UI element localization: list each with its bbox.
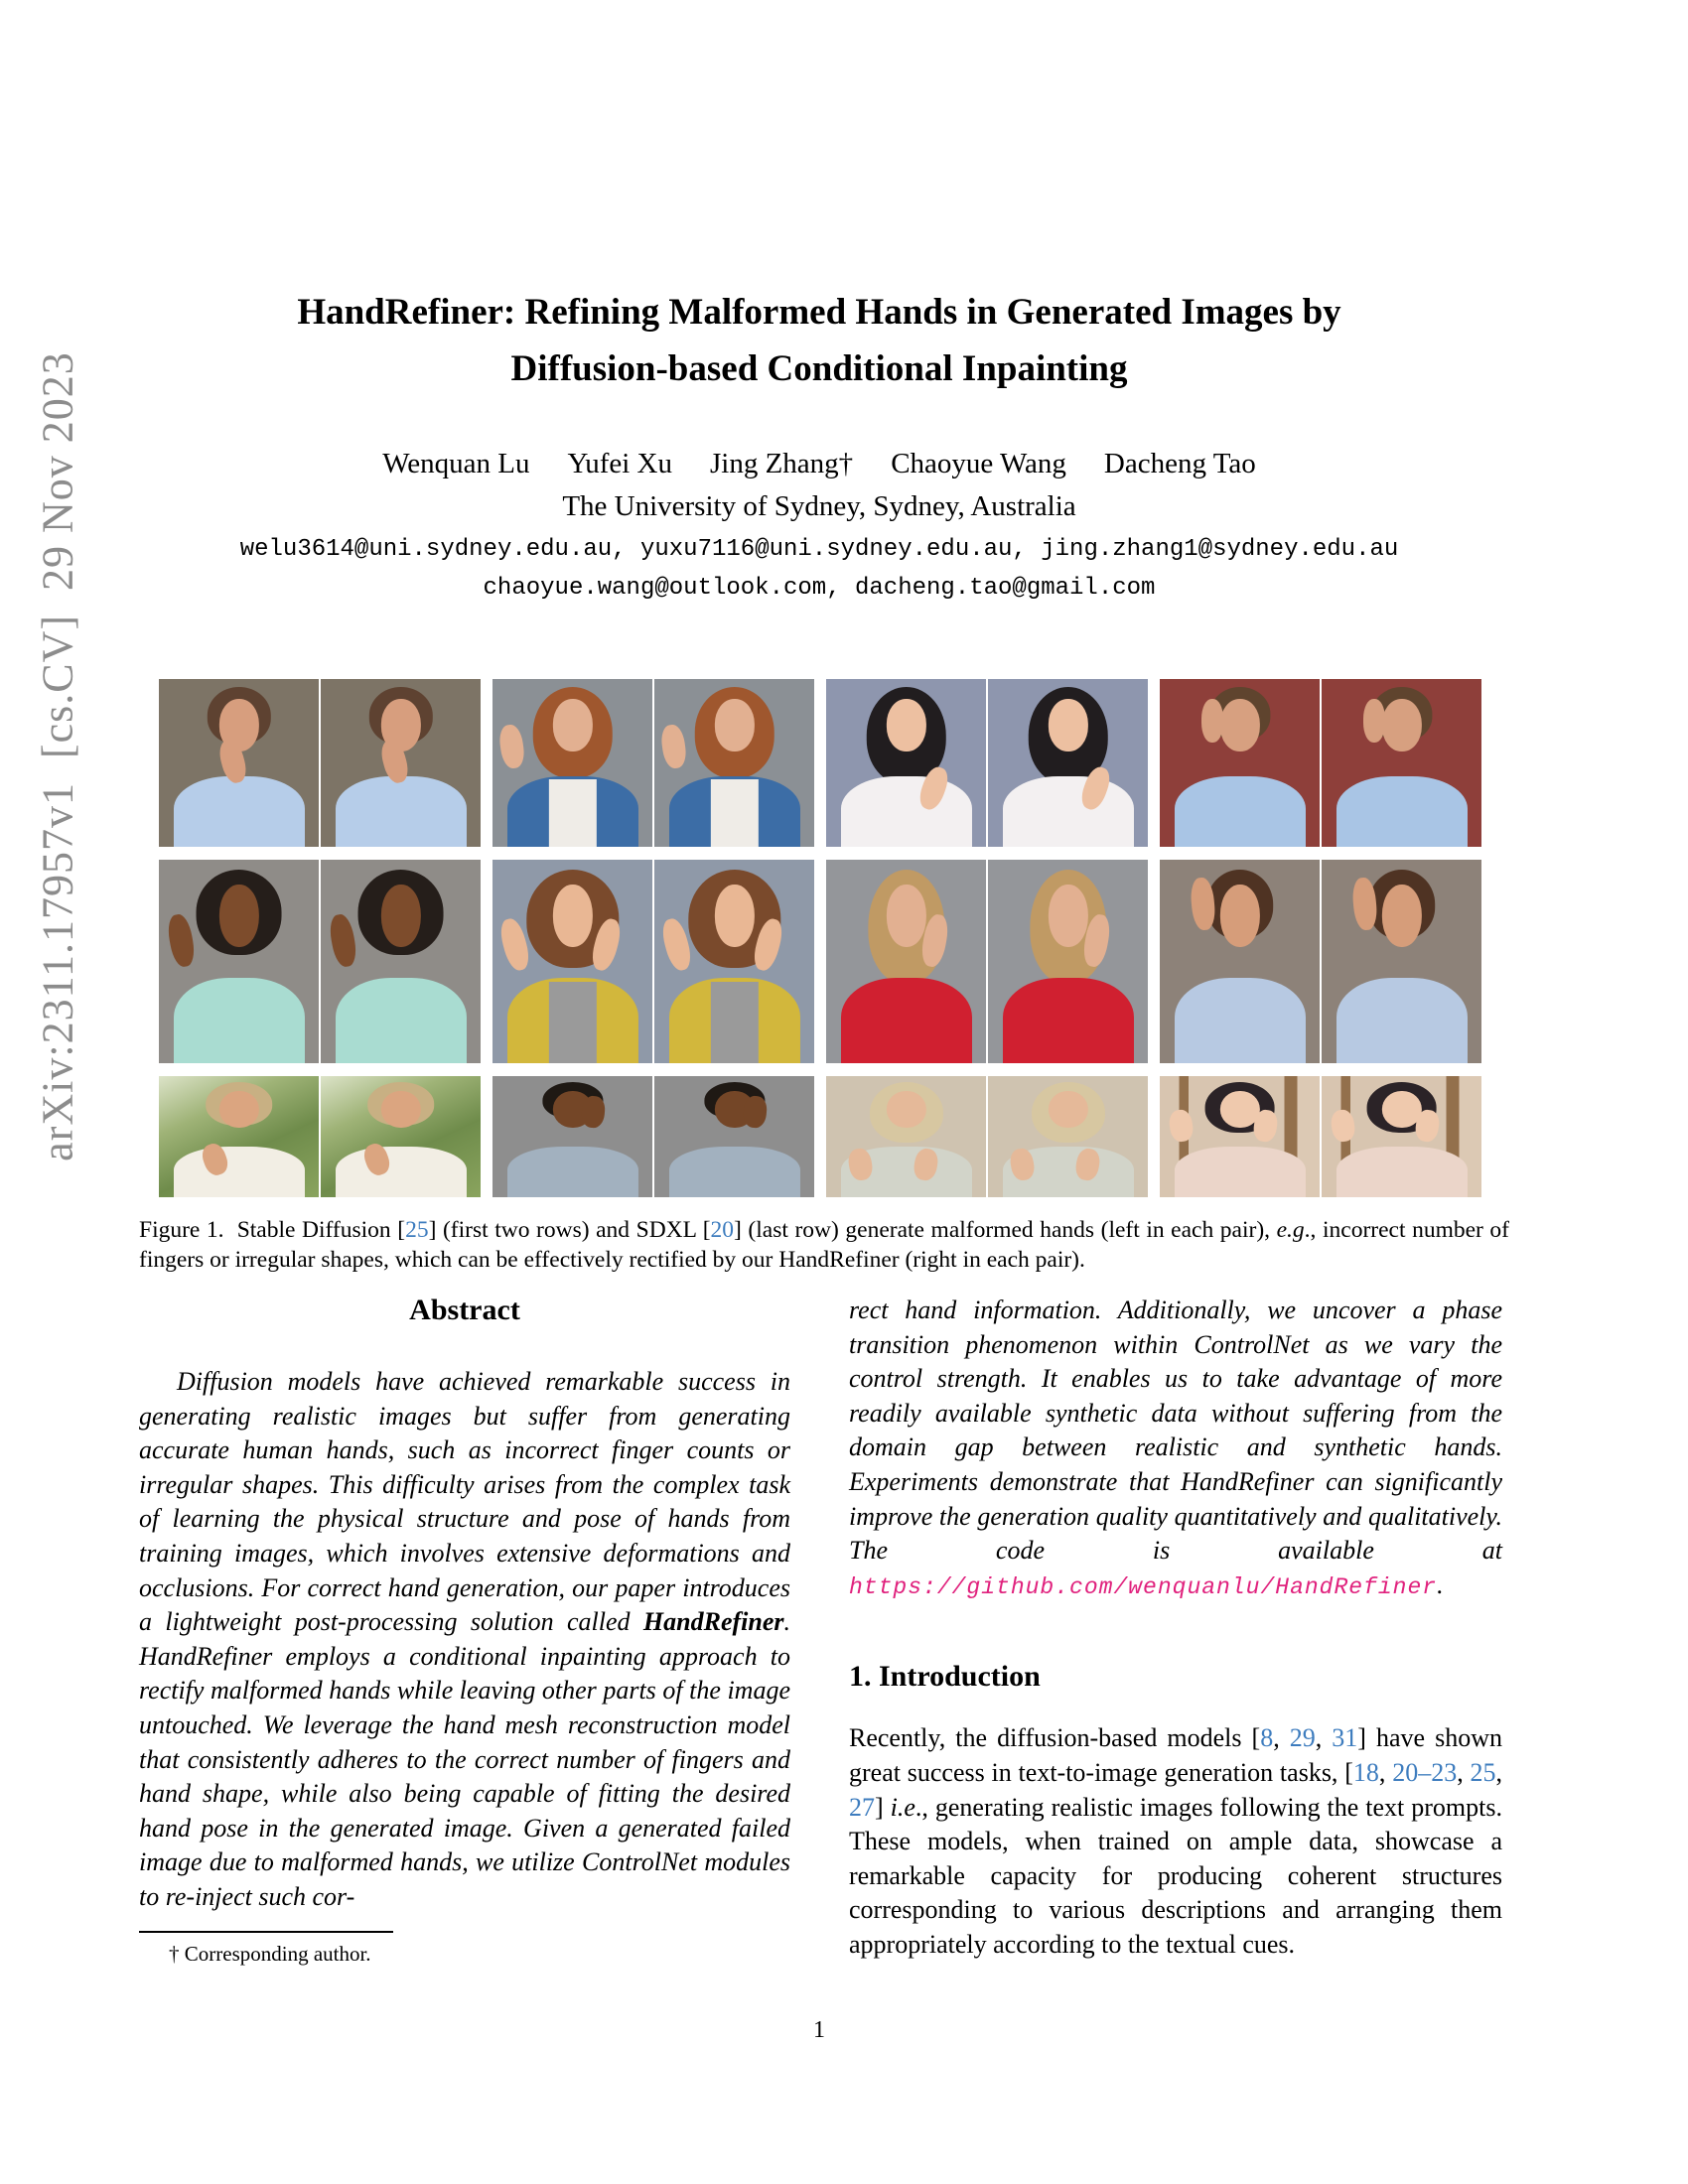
citation-ref[interactable]: 8: [1260, 1723, 1274, 1753]
figure-pair: [492, 679, 814, 847]
figure-image-refined: [1322, 1076, 1481, 1197]
text-run: ., incorrect number of fingers or irregular shapes, which can be effectively rectified by our HandRefiner (right in each pair).: [139, 1217, 1509, 1273]
figure-image-refined: [654, 1076, 814, 1197]
figure-pair: [826, 860, 1148, 1063]
text-run: ] (first two rows) and SDXL [: [428, 1217, 711, 1243]
person-torso: [668, 1147, 799, 1197]
person-torso: [840, 776, 971, 847]
abstract-continuation: [849, 1294, 1502, 1604]
repo-link[interactable]: https://github.com/wenquanlu/HandRefiner: [849, 1573, 1438, 1600]
person-hand: [743, 1095, 768, 1129]
person-inner: [548, 982, 596, 1063]
figure-image-malformed: [826, 1076, 986, 1197]
figure-image-malformed: [159, 679, 319, 847]
figure-image-refined: [321, 679, 481, 847]
figure-row: [159, 1076, 1481, 1197]
abstract-body: [139, 1365, 790, 1915]
paper-title: [25, 284, 1614, 397]
text-run: e.g: [1276, 1217, 1305, 1243]
person-face: [1048, 699, 1087, 751]
text-run: ,: [1315, 1723, 1333, 1753]
right-column: [849, 1294, 1502, 1963]
person-face: [552, 885, 592, 948]
page-number: 1: [813, 2017, 825, 2043]
figure-image-malformed: [492, 679, 652, 847]
person-torso: [840, 978, 971, 1063]
citation-ref[interactable]: 25: [405, 1217, 429, 1243]
person-face: [380, 885, 420, 948]
figure-image-refined: [988, 679, 1148, 847]
person-inner: [710, 779, 758, 847]
author-list: [25, 448, 1614, 480]
abstract-heading: Abstract: [409, 1294, 520, 1326]
person-torso: [173, 978, 304, 1063]
person-inner: [710, 982, 758, 1063]
person-hand: [1330, 1109, 1356, 1144]
person-hand: [1168, 1109, 1195, 1144]
person-torso: [1174, 978, 1305, 1063]
author-name: Yufei Xu: [567, 448, 672, 479]
figure-image-refined: [988, 1076, 1148, 1197]
text-run: ,: [1378, 1757, 1393, 1787]
figure-image-refined: [321, 860, 481, 1063]
citation-ref[interactable]: 27: [849, 1792, 875, 1822]
text-run: ,: [1457, 1757, 1471, 1787]
figure-row: [159, 860, 1481, 1063]
paper-title-line2: Diffusion-based Conditional Inpainting: [510, 348, 1128, 389]
person-face: [218, 885, 258, 948]
person-face: [714, 885, 754, 948]
text-run: rect hand information. Additionally, we uncover a phase transition phenomenon within ControlNet as we vary the control strength. It enables us to take advantage of more readily available synthetic data without suffering from the domain gap between realistic and synthetic hands. Experiments demonstrate that HandRefiner can significantly improve the generation quality quantitatively and qualitatively. The code is available at: [849, 1296, 1502, 1566]
citation-ref[interactable]: 20–23: [1392, 1757, 1458, 1787]
citation-ref[interactable]: 31: [1332, 1723, 1358, 1753]
person-face: [1381, 885, 1421, 948]
figure-image-refined: [988, 860, 1148, 1063]
person-face: [886, 699, 925, 751]
person-face: [1219, 699, 1259, 751]
person-torso: [335, 978, 466, 1063]
figure-image-malformed: [1160, 860, 1320, 1063]
figure-image-malformed: [159, 1076, 319, 1197]
figure-image-malformed: [159, 860, 319, 1063]
citation-ref[interactable]: 25: [1470, 1757, 1496, 1787]
figure-pair: [159, 1076, 481, 1197]
author-name: Chaoyue Wang: [891, 448, 1066, 479]
person-torso: [1336, 978, 1467, 1063]
figure-1-grid: [159, 679, 1481, 1210]
text-run: Figure 1. Stable Diffusion [: [139, 1217, 406, 1243]
author-name: Jing Zhang†: [710, 448, 854, 479]
person-hand: [497, 723, 525, 769]
figure-row: [159, 679, 1481, 847]
introduction-heading: 1. Introduction: [849, 1660, 1041, 1694]
person-hand: [659, 723, 687, 769]
arxiv-watermark: arXiv:2311.17957v1 [cs.CV] 29 Nov 2023: [33, 351, 82, 1161]
text-run: . HandRefiner employs a conditional inpainting approach to rectify malformed hands while leaving other parts of the image untouched. We leverage the hand mesh reconstruction model that consistently adheres to the correct number of fingers and hand shape, while also being capable of fitting the desired hand pose in the generated image. Given a generated failed image due to malformed hands, we utilize ControlNet modules to re-inject such cor-: [139, 1607, 790, 1911]
figure-pair: [1160, 679, 1481, 847]
author-name: Wenquan Lu: [382, 448, 530, 479]
citation-ref[interactable]: 18: [1352, 1757, 1379, 1787]
figure-pair: [159, 860, 481, 1063]
person-torso: [1174, 1147, 1305, 1197]
left-column: [139, 1294, 790, 1915]
corresponding-author-footnote: † Corresponding author.: [169, 1942, 371, 1966]
figure-image-malformed: [492, 860, 652, 1063]
person-hand: [328, 913, 358, 969]
figure-image-malformed: [826, 679, 986, 847]
person-face: [1381, 699, 1421, 751]
person-hand: [166, 913, 197, 969]
person-face: [552, 699, 592, 751]
text-run: .: [1437, 1570, 1444, 1599]
figure-image-refined: [1322, 679, 1481, 847]
person-inner: [548, 779, 596, 847]
introduction-body: [849, 1721, 1502, 1962]
footnote-rule: [139, 1931, 393, 1933]
text-run: ]: [875, 1792, 891, 1822]
person-torso: [335, 1147, 466, 1197]
person-hand: [1363, 699, 1386, 743]
person-face: [886, 1091, 925, 1129]
person-torso: [173, 1147, 304, 1197]
person-face: [1219, 885, 1259, 948]
citation-ref[interactable]: 20: [710, 1217, 735, 1243]
author-emails-line1: welu3614@uni.sydney.edu.au, yuxu7116@uni.sydney.edu.au, jing.zhang1@sydney.edu.au: [239, 536, 1399, 563]
person-face: [380, 1091, 420, 1129]
figure-pair: [159, 679, 481, 847]
citation-ref[interactable]: 29: [1289, 1723, 1316, 1753]
person-hand: [1201, 699, 1224, 743]
paper-title-line1: HandRefiner: Refining Malformed Hands in Generated Images by: [297, 292, 1341, 333]
text-run: i.e: [890, 1792, 915, 1822]
person-torso: [506, 1147, 637, 1197]
figure-pair: [826, 1076, 1148, 1197]
figure-image-malformed: [1160, 1076, 1320, 1197]
affiliation: The University of Sydney, Sydney, Australia: [562, 490, 1076, 522]
person-face: [886, 885, 925, 948]
text-run: ,: [1495, 1757, 1503, 1787]
figure-pair: [1160, 1076, 1481, 1197]
person-face: [1048, 885, 1087, 948]
person-torso: [1174, 776, 1305, 847]
figure-pair: [826, 679, 1148, 847]
figure-image-malformed: [1160, 679, 1320, 847]
figure-pair: [492, 860, 814, 1063]
author-emails-line2: chaoyue.wang@outlook.com, dacheng.tao@gmail.com: [483, 575, 1156, 602]
figure-pair: [492, 1076, 814, 1197]
person-torso: [1002, 776, 1133, 847]
text-run: ,: [1273, 1723, 1290, 1753]
person-face: [218, 1091, 258, 1129]
person-torso: [335, 776, 466, 847]
figure-image-refined: [1322, 860, 1481, 1063]
figure-image-refined: [321, 1076, 481, 1197]
text-run: Recently, the diffusion-based models [: [849, 1723, 1261, 1753]
text-run: ] (last row) generate malformed hands (left in each pair),: [734, 1217, 1277, 1243]
person-torso: [1002, 978, 1133, 1063]
figure-image-refined: [654, 860, 814, 1063]
person-face: [714, 699, 754, 751]
figure-image-refined: [654, 679, 814, 847]
text-run: ., generating realistic images following the text prompts. These models, when trained on ample data, showcase a remarkable capacity for producing coherent structures corresponding to various descriptions and arranging them appropriately according to the textual cues.: [849, 1792, 1502, 1959]
text-run: ] have shown great success in text-to-image generation tasks, [: [849, 1723, 1502, 1787]
text-run: Diffusion models have achieved remarkable success in generating realistic images but suffer from generating accurate human hands, such as incorrect finger counts or irregular shapes. This difficulty arises from the complex task of learning the physical structure and pose of hands from training images, which involves extensive deformations and occlusions. For correct hand generation, our paper introduces a lightweight post-processing solution called: [139, 1367, 790, 1637]
figure-image-malformed: [492, 1076, 652, 1197]
figure-caption: [139, 1215, 1509, 1275]
person-torso: [173, 776, 304, 847]
person-hand: [581, 1095, 606, 1129]
author-name: Dacheng Tao: [1103, 448, 1256, 479]
figure-pair: [1160, 860, 1481, 1063]
person-face: [1048, 1091, 1087, 1129]
person-torso: [1336, 1147, 1467, 1197]
figure-image-malformed: [826, 860, 986, 1063]
person-torso: [1336, 776, 1467, 847]
text-run: HandRefiner: [642, 1607, 784, 1637]
